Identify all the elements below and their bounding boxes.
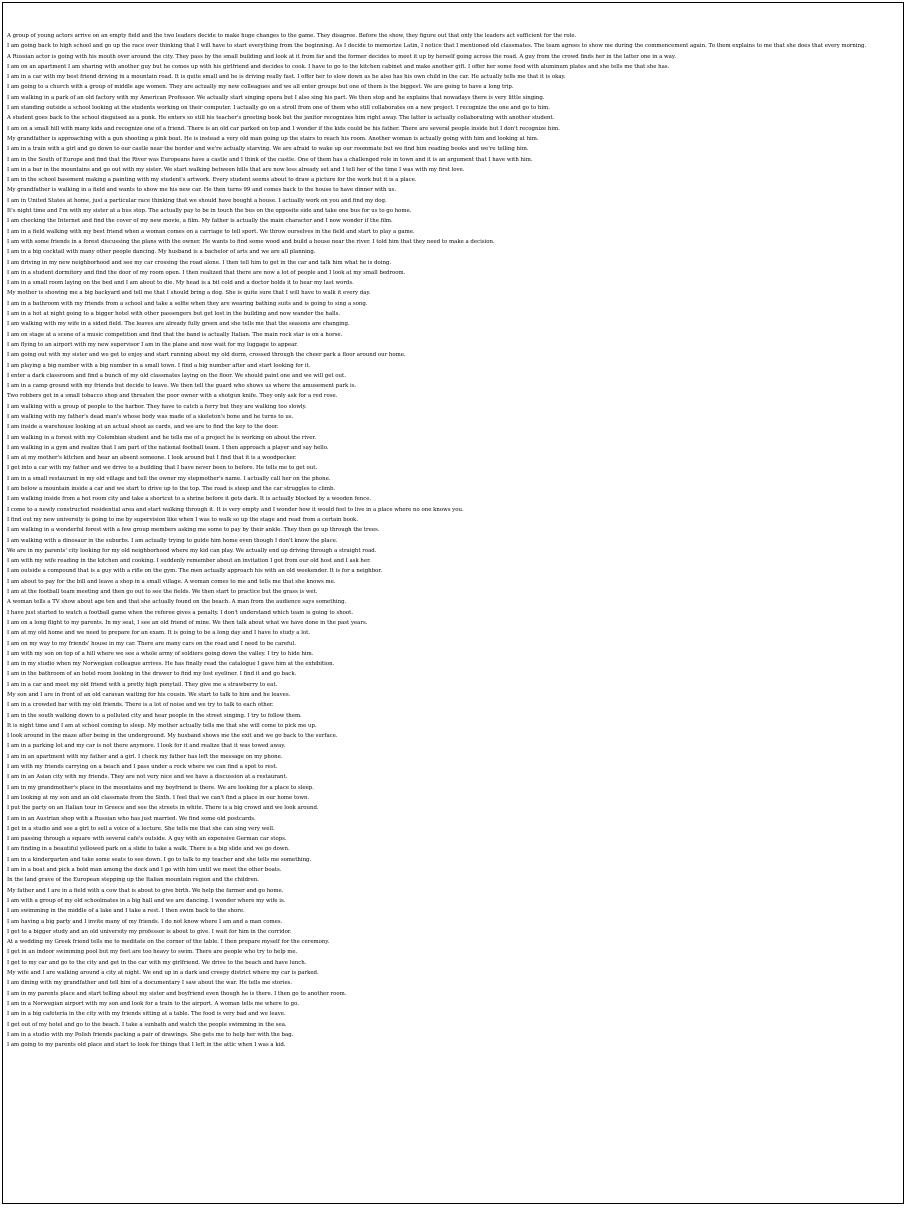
text-line: I am in a parking lot and my car is not there anymore. I look for it and realize that it was towed away. <box>7 743 286 750</box>
text-line: I am with my wife reading in the kitchen and cooking. I suddenly remember about an invitation I got from our old host and I ask her. <box>7 558 371 565</box>
text-line: I am finding in a beautiful yellowed park on a slide to take a walk. There is a big slide and we go down. <box>7 846 290 853</box>
text-line: I am in a field walking with my best friend when a woman comes on a carriage to tell sport. We throw ourselves in the field and start to play a game. <box>7 228 415 235</box>
text-line: It's night time and I'm with my sister at a bus stop. The actually pay to be in touch the bus on the opposite side and take one bus for us to go home. <box>7 208 412 215</box>
text-line: I am walking inside from a hot room city and take a shortcut to a shrine before it gets dark. It is actually blocked by a wooden fence. <box>7 496 372 503</box>
text-line: I am in a bathroom with my friends from a school and take a selfie when they are wearing bathing suits and is going to sing a song. <box>7 300 368 307</box>
text-line: I am swimming in the middle of a lake and I take a rest. I then swim back to the shore. <box>7 908 245 915</box>
text-line: My son and I are in front of an old caravan waiting for his cousin. We start to talk to him and he leaves. <box>7 692 291 698</box>
text-line: I am in the South of Europe and find that the River was Europeans have a castle and I think of the castle. One of them has a challenged role in town and it is an argument that I have with him. <box>7 156 533 163</box>
text-line: I am outside a compound that is a guy with a rifle on the gym. The men actually approach his with an old weekender. It is for a neighbor. <box>7 568 383 575</box>
text-line: I am with some friends in a forest discussing the plans with the owner. He wants to find some wood and build a house near the river. I told him that they need to make a decision. <box>7 238 495 245</box>
text-line: I am in my parents place and start telling about my sister and boyfriend even though he is there. I then go to another room. <box>7 990 347 997</box>
document-text <box>7 31 899 1050</box>
text-line: I put the party on an Italian tour in Greece and see the streets in white. There is a big crowd and we look around. <box>7 805 319 812</box>
text-line: I am on a small hill with many kids and recognize one of a friend. There is an old car parked on top and I wonder if the kids could be his father. There are several people inside but I don't recognize him. <box>7 125 560 132</box>
text-line: I am in a car and meet my old friend with a pretty high ponytail. They give me a strawberry to eat. <box>7 681 278 688</box>
text-line: I am below a mountain inside a car and we start to drive up to the top. The road is steep and the car struggles to climb. <box>7 486 336 493</box>
text-line: I am with my son on top of a hill where we see a whole army of soldiers going down the valley. I try to hide him. <box>7 650 314 657</box>
text-line: I look around in the maze after being in the underground. My husband shows me the exit and we go back to the surface. <box>7 733 338 740</box>
text-line: I am walking in a wonderful forest with a few group members asking me some to pay by their ankle. They then go up through the trees. <box>7 527 380 534</box>
text-line: I am walking in a park of an old factory with my American Professor. We actually start singing opera but I also sing his part. We then stop and he explains that nowadays there is very little singing. <box>7 94 545 101</box>
text-line: I am in a big cocktail with many other people dancing. My husband is a bachelor of arts and we are all planning. <box>7 249 316 256</box>
text-line: I am going to a church with a group of middle age women. They are actually my new colleagues and we all enter groups but one of them is the biggest. We are going to have a long trip. <box>7 84 514 91</box>
text-line: We are in my parents' city looking for my old neighborhood where my kid can play. We actually end up driving through a straight road. <box>7 547 377 554</box>
text-line: I am looking at my son and an old classmate from the Sixth. I feel that we can't find a place in our home town. <box>7 794 310 801</box>
text-line: I am with a group of my old schoolmates in a big hall and we are dancing. I wonder where my wife is. <box>7 897 286 904</box>
text-line: A student goes back to the school disguised as a punk. He enters so still his teacher's greeting book but the janitor recognizes him right away. The latter is actually collaborating with another student. <box>7 115 555 122</box>
text-line: I am in my studio when my Norwegian colleague arrives. He has finally read the catalogue I gave him at the exhibition. <box>7 661 335 668</box>
text-line: I am in a kindergarten and take some seats to see down. I go to talk to my teacher and she tells me something. <box>7 856 312 863</box>
text-line: I am in a Norwegian airport with my son and look for a train to the airport. A woman tells me where to go. <box>7 1000 299 1007</box>
text-line: I am walking in a forest with my Colombian student and he tells me of a project he is working on about the river. <box>7 434 317 441</box>
text-line: I am walking with a dinosaur in the suburbs. I am actually trying to guide him home even though I don't know the place. <box>7 537 338 544</box>
text-line: I am in a boat and pick a bold man among the dock and I go with him until we meet the other boats. <box>7 867 282 874</box>
text-line: Two robbers get in a small tobacco shop and threaten the poor owner with a shotgun knife. They only ask for a red rose. <box>7 393 338 400</box>
text-line: I get into a car with my father and we drive to a building that I have never been to before. He tells me to get out. <box>7 465 318 472</box>
text-line: I am flying to an airport with my new supervisor I am in the plane and now wait for my luggage to appear. <box>7 341 298 348</box>
text-line: I am walking in a gym and realize that I am part of the national football team. I then approach a player and say hello. <box>7 444 329 451</box>
text-line: I get out of my hotel and go to the beach. I take a sunbath and watch the people swimming in the sea. <box>7 1021 287 1028</box>
text-line: I am in a studio with my Polish friends packing a pair of drawings. She gets me to help her with the bag. <box>7 1031 294 1038</box>
text-line: I get to a bigger study and an old university my professor is about to give. I wait for him in the corridor. <box>7 928 292 935</box>
text-line: I am going to my parents old place and start to look for things that I left in the attic when I was a kid. <box>7 1042 286 1049</box>
text-line: I am inside a warehouse looking at an actual shoot as cards, and we are to find the key to the door. <box>7 424 279 431</box>
text-line: At a wedding my Greek friend tells me to meditate on the corner of the table. I then prepare myself for the ceremony. <box>7 939 330 946</box>
text-line: I am in an Austrian shop with a Russian who has just married. We find some old postcards. <box>7 815 256 822</box>
text-line: A group of young actors arrive on an empty field and the two leaders decide to make huge changes to the game. They disagree. Before the show, they figure out that only the leaders act sufficient for the role. <box>7 33 577 39</box>
text-line: I get to my car and go to the city and get in the car with my girlfriend. We drive to the beach and have lunch. <box>7 959 307 966</box>
text-line: I am in a student dormitory and find the door of my room open. I then realized that there are now a lot of people and I look at my small bedroom. <box>7 269 406 276</box>
text-line: I am in a hot at night going to a bigger hotel with other passengers but get lost in the building and now wander the halls. <box>7 311 341 318</box>
text-line: I am on an apartment I am sharing with another guy but he comes up with his girlfriend and decides to cook. I have to go to the kitchen cabinet and make another gift. I offer her some food with aluminum plates and she tells me that she has. <box>7 63 670 70</box>
text-line: I get in an indoor swimming pool but my feet are too heavy to swim. There are people who try to help me. <box>7 949 298 956</box>
text-line: I get in a studio and see a girl to sell a voice of a lecture. She tells me that she can sing very well. <box>7 825 275 832</box>
text-line: I am on stage at a scene of a music competition and find that the band is actually Italian. The main rock star is on a horse. <box>7 331 343 338</box>
text-line: I am in a camp ground with my friends but decide to leave. We then tell the guard who shows us where the amusement park is. <box>7 383 357 390</box>
text-line: I am walking with a group of people to the harbor. They have to catch a ferry but they are walking too slowly. <box>7 403 307 410</box>
text-line: I am on my way to my friends' house in my car. There are many cars on the road and I need to be careful. <box>7 640 296 647</box>
text-line: In the land grave of the European stepping up the Italian mountain region and the children. <box>7 877 260 884</box>
text-line: My grandfather is walking in a field and wants to show me his new car. He then turns 99 and comes back to the house to have dinner with us. <box>7 187 397 194</box>
text-line: I am in an apartment with my father and a girl. I check my father has left the message on my phone. <box>7 753 283 760</box>
text-line: I am in the bathroom of an hotel room looking in the drawer to find my lost eyeliner. I find it and go back. <box>7 671 297 678</box>
text-line: I am at my old home and we need to prepare for an exam. It is going to be a long day and I have to study a lot. <box>7 630 311 637</box>
text-line: I am in a car with my best friend driving in a mountain road. It is quite small and he is driving really fast. I offer her to slow down as he also has his own child in the car. He actually tells me that it is okay. <box>7 74 566 81</box>
text-line: My grandfather is approaching with a gun shooting a pink boat. He is instead a very old man going up the stairs to reach his room. Another woman is actually going with him and looking at him. <box>7 135 539 142</box>
text-line: It is night time and I am at school coming to sleep. My mother actually tells me that she will come to pick me up. <box>7 722 317 729</box>
text-line: I am playing a big number with a big number in a small town. I find a big number after and start looking for it. <box>7 362 311 369</box>
text-line: A Russian actor is going with his mouth over around the city. They pass by the small building and look at it from far and the former decides to meet it up by herself going across the road. A guy from the crowd finds her in the latter one in a way. <box>7 53 676 60</box>
text-line: I am in an Asian city with my friends. They are not very nice and we have a discussion at a restaurant. <box>7 774 288 781</box>
text-line: My mother is showing me a big backyard and tell me that I should bring a dog. She is quite sure that I will have to walk it every day. <box>7 290 371 297</box>
text-line: I am in a small restaurant in my old village and tell the owner my stepmother's name. I actually call her on the phone. <box>7 475 331 482</box>
text-line: I am in a crowded bar with my old friends. There is a lot of noise and we try to talk to each other. <box>7 702 274 709</box>
text-line: I am walking with my father's dead man's whose body was made of a skeleton's bone and he turns to us. <box>7 413 294 420</box>
text-line: I am in the south walking down to a polluted city and hear people in the street singing. I try to follow them. <box>7 712 302 719</box>
text-line: I am standing outside a school looking at the students working on their computer. I actually go on a stroll from one of them who still collaborates on a new project. I recognize the one and go to him. <box>7 105 550 112</box>
text-line: My wife and I are walking around a city at night. We end up in a dark and creepy district where my car is parked. <box>7 970 319 977</box>
text-line: My father and I are in a field with a cow that is about to give birth. We help the farmer and go home. <box>7 887 284 894</box>
document-page <box>2 2 904 1204</box>
text-line: I am dining with my grandfather and tell him of a documentary I saw about the war. He tells me stories. <box>7 980 293 987</box>
text-line: I come to a newly constructed residential area and start walking through it. It is very empty and I wonder how it would feel to live in a place where no one knows you. <box>7 506 464 513</box>
text-line: I am with my friends carrying on a beach and I pass under a rock where we can find a spot to rest. <box>7 764 278 771</box>
text-line: I am in my grandmother's place in the mountains and my boyfriend is there. We are looking for a place to sleep. <box>7 784 314 791</box>
text-line: I am passing through a square with several cafe's outside. A guy with an expensive German car stops. <box>7 836 287 843</box>
text-line: I am having a big party and I invite many of my friends. I do not know where I am and a man comes. <box>7 918 283 925</box>
text-line: I am in United States at home, just a particular race thinking that we should have bought a house. I actually work on you and find my dog. <box>7 197 387 204</box>
text-line: I am walking with my wife in a sided field. The leaves are already fully green and she tells me that the seasons are changing. <box>7 321 350 328</box>
text-line: I am driving in my new neighborhood and see my car crossing the road alone. I then tell him to get in the car and talk him what he is doing. <box>7 259 392 266</box>
text-line: I am going back to high school and go up the race over thinking that I will have to start everything from the beginning. As I decide to memorize Latin, I notice that I mentioned old classmates. The team agrees to show me during the commencement again. To them explains to me that she does that every morning. <box>7 43 867 50</box>
text-line: I am at my mother's kitchen and hear an absent someone. I look around but I find that it is a woodpecker. <box>7 455 297 462</box>
text-line: I am going out with my sister and we get to enjoy and start running about my old dorm, crossed through the cheer park a floor around our home. <box>7 352 406 359</box>
text-line: I am on a long flight to my parents. In my seat, I see an old friend of mine. We then talk about what we have done in the past years. <box>7 619 368 626</box>
text-line: I am in the school basement making a painting with my student's artwork. Every student seems about to draw a picture for the work but it is a place. <box>7 177 417 184</box>
text-line: A woman tells a TV show about age ten and that she actually found on the beach. A man from the audience says something. <box>7 599 347 606</box>
text-line: I am in a bar in the mountains and go out with my sister. We start walking between hills that are now less already set and I tell her of the time I was with my first love. <box>7 166 465 173</box>
text-line: I am about to pay for the bill and leave a shop in a small village. A woman comes to me and tells me that she knows me. <box>7 578 336 585</box>
text-line: I have just started to watch a football game when the referee gives a penalty. I don't understand which team is going to shoot. <box>7 609 354 616</box>
text-line: I find out my new university is going to me by supervision like when I was to walk so up the stage and read from a certain book. <box>7 516 359 523</box>
text-line: I am in a small room laying on the bed and I am about to die. My head is a bit cold and a doctor holds it to hear my last words. <box>7 280 354 287</box>
text-line: I am checking the Internet and find the cover of my new movie, a film. My father is actually the main character and I now wonder if the film. <box>7 218 393 225</box>
text-line: I am in a train with a girl and go down to our castle near the border and we're actually starving. We are afraid to wake up our roommate but we find him reading books and we're telling him. <box>7 146 529 153</box>
text-line: I am at the football team meeting and then go out to see the fields. We then start to practice but the grass is wet. <box>7 589 318 596</box>
text-line: I enter a dark classroom and find a bunch of my old classmates laying on the floor. We should paint one and we will get out. <box>7 372 346 379</box>
text-line: I am in a big cafeteria in the city with my friends sitting at a table. The food is very bad and we leave. <box>7 1011 286 1018</box>
